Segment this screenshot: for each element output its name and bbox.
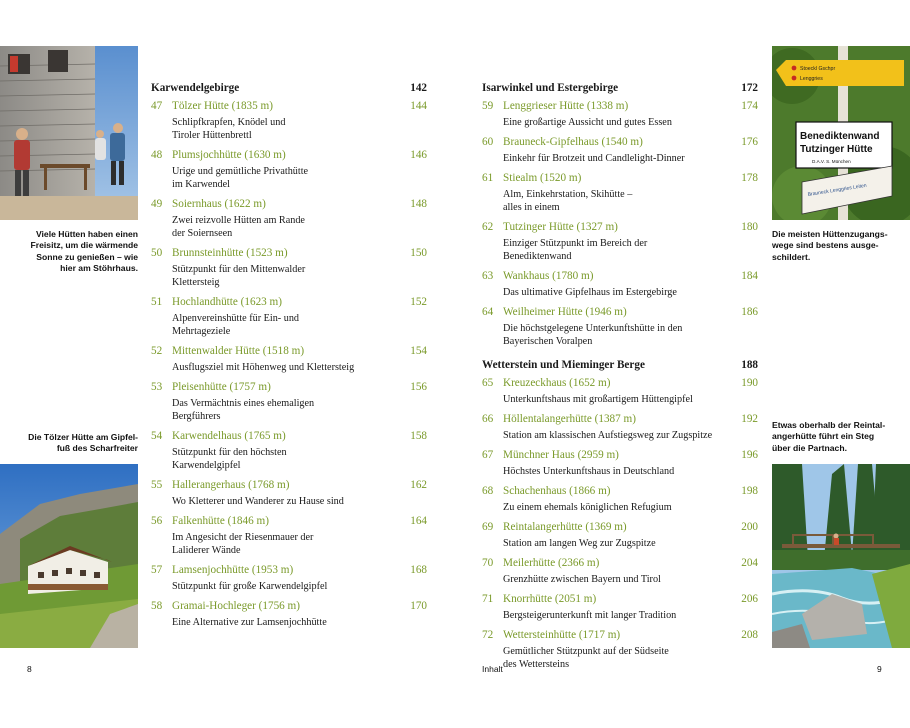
caption-signposts (772, 229, 910, 263)
sign-arrow-2: Lenggries (800, 76, 823, 82)
toc-entry-number: 50 (151, 247, 163, 259)
toc-entry-number: 54 (151, 430, 163, 442)
description-line: Klettersteig (172, 277, 220, 288)
toc-entry-name: Münchner Haus (2959 m) (503, 449, 619, 461)
description-line: Das ultimative Gipfelhaus im Estergebirge (503, 287, 677, 298)
toc-entry-page: 152 (410, 296, 427, 308)
toc-entry-title (482, 270, 758, 286)
toc-entry-description (503, 645, 758, 671)
toc-entry[interactable] (151, 479, 427, 508)
toc-entry-page: 178 (741, 172, 758, 184)
description-line: Eine großartige Aussicht und gutes Essen (503, 117, 672, 128)
toc-entry-name: Knorrhütte (2051 m) (503, 593, 597, 605)
toc-entry-description (503, 609, 758, 622)
toc-entry-title (151, 149, 427, 165)
toc-entry-name: Brauneck-Gipfelhaus (1540 m) (503, 136, 643, 148)
description-line: Gemütlicher Stützpunkt auf der Südseite (503, 646, 669, 657)
description-line: Alpenvereinshütte für Ein- und (172, 313, 300, 324)
description-line: Wo Kletterer und Wanderer zu Hause sind (172, 496, 344, 507)
toc-entry-page: 206 (741, 593, 758, 605)
toc-entry-title (151, 100, 427, 116)
toc-entry[interactable] (482, 413, 758, 442)
toc-entry-name: Kreuzeckhaus (1652 m) (503, 377, 611, 389)
toc-entry-name: Wankhaus (1780 m) (503, 270, 594, 282)
caption-line: Die Tölzer Hütte am Gipfel- (28, 432, 138, 442)
toc-entry-list (482, 377, 758, 671)
description-line: Benediktenwand (503, 251, 572, 262)
toc-entry-description (503, 152, 758, 165)
toc-entry[interactable] (151, 600, 427, 629)
toc-entry-number: 56 (151, 515, 163, 527)
toc-entry-description (172, 312, 427, 338)
toc-entry-name: Mittenwalder Hütte (1518 m) (172, 345, 305, 357)
toc-entry-description (503, 537, 758, 550)
toc-entry-name: Plumsjochhütte (1630 m) (172, 149, 286, 161)
toc-entry-name: Gramai-Hochleger (1756 m) (172, 600, 300, 612)
toc-entry-title (482, 557, 758, 573)
toc-entry-description (503, 322, 758, 348)
caption-line: über die Partnach. (772, 442, 847, 453)
toc-entry-name: Tölzer Hütte (1835 m) (172, 100, 273, 112)
section-title: Isarwinkel und Estergebirge (482, 82, 619, 94)
toc-entry-page: 200 (741, 521, 758, 533)
description-line: Alm, Einkehrstation, Skihütte – (503, 189, 633, 200)
toc-entry-number: 66 (482, 413, 494, 425)
toc-entry-name: Hochlandhütte (1623 m) (172, 296, 282, 308)
toc-entry-description (503, 573, 758, 586)
toc-entry-name: Weilheimer Hütte (1946 m) (503, 306, 627, 318)
toc-entry-number: 59 (482, 100, 494, 112)
toc-entry-title (482, 593, 758, 609)
toc-entry-number: 48 (151, 149, 163, 161)
toc-entry-description (503, 393, 758, 406)
description-line: des Wettersteins (503, 659, 570, 670)
caption-line: hier am Stöhrhaus. (60, 263, 138, 274)
toc-entry[interactable] (482, 629, 758, 671)
toc-entry-page: 184 (741, 270, 758, 282)
description-line: Bayerischen Voralpen (503, 336, 593, 347)
toc-entry[interactable] (151, 296, 427, 338)
description-line: Im Angesicht der Riesenmauer der (172, 532, 314, 543)
toc-entry-number: 65 (482, 377, 494, 389)
toc-entry-description (172, 446, 427, 472)
toc-entry-title (482, 629, 758, 645)
toc-entry-name: Lamsenjochhütte (1953 m) (172, 564, 294, 576)
toc-entry-name: Höllentalangerhütte (1387 m) (503, 413, 636, 425)
section-karwendelgebirge[interactable] (151, 78, 427, 100)
description-line: Zwei reizvolle Hütten am Rande (172, 215, 305, 226)
caption-line: Die meisten Hüttenzugangs- (772, 229, 888, 239)
page-number-right: 9 (877, 664, 882, 674)
toc-entry-list (482, 100, 758, 348)
toc-entry-title (482, 100, 758, 116)
toc-entry-number: 53 (151, 381, 163, 393)
toc-entry-page: 144 (410, 100, 427, 112)
toc-entry-title (482, 449, 758, 465)
partnach-photo-art (772, 464, 910, 648)
toc-entry-description (172, 397, 427, 423)
description-line: Eine Alternative zur Lamsenjochhütte (172, 617, 327, 628)
description-line: Einziger Stützpunkt im Bereich der (503, 238, 648, 249)
toc-entry-page: 146 (410, 149, 427, 161)
toc-entry-page: 174 (741, 100, 758, 112)
toc-entry[interactable] (151, 345, 427, 374)
description-line: Karwendelgipfel (172, 460, 241, 471)
toc-entry-description (172, 165, 427, 191)
description-line: Einkehr für Brotzeit und Candlelight-Dinner (503, 153, 685, 164)
toc-entry-number: 47 (151, 100, 163, 112)
sign-plate-line1: Benediktenwand (800, 131, 880, 142)
toc-entry[interactable] (482, 221, 758, 263)
toc-entry-number: 60 (482, 136, 494, 148)
toc-entry-title (482, 306, 758, 322)
toc-entry-number: 52 (151, 345, 163, 357)
toc-entry-number: 49 (151, 198, 163, 210)
section-page: 188 (741, 359, 758, 371)
toc-entry-name: Falkenhütte (1846 m) (172, 515, 269, 527)
toc-entry-title (151, 564, 427, 580)
toc-left-column (151, 78, 427, 636)
description-line: alles in einem (503, 202, 560, 213)
sign-plate-line2: Tutzinger Hütte (800, 144, 873, 155)
toc-entry-number: 72 (482, 629, 494, 641)
toc-entry-description (503, 237, 758, 263)
description-line: Stützpunkt für den höchsten (172, 447, 287, 458)
toc-entry[interactable] (482, 100, 758, 129)
toc-entry-title (482, 221, 758, 237)
description-line: Bergsteigerunterkunft mit langer Tradition (503, 610, 677, 621)
description-line: Grenzhütte zwischen Bayern und Tirol (503, 574, 661, 585)
toc-entry-description (172, 616, 427, 629)
toc-entry[interactable] (482, 521, 758, 550)
sign-arrow-1: Stoeckl Gschpr (800, 66, 836, 72)
section-isarwinkel-estergebirge[interactable] (482, 78, 758, 100)
toc-entry-name: Pleisenhütte (1757 m) (172, 381, 271, 393)
toc-entry-name: Meilerhütte (2366 m) (503, 557, 600, 569)
toc-entry-name: Reintalangerhütte (1369 m) (503, 521, 627, 533)
toc-entry-page: 190 (741, 377, 758, 389)
caption-partnach (772, 420, 910, 454)
description-line: Unterkunftshaus mit großartigem Hüttengipfel (503, 394, 693, 405)
toc-entry[interactable] (482, 593, 758, 622)
signpost-photo-art (772, 46, 910, 220)
photo-partnach-creek (772, 464, 910, 648)
caption-line: angerhütte führt ein Steg (772, 431, 875, 442)
toc-entry-number: 55 (151, 479, 163, 491)
toc-entry-description (172, 361, 427, 374)
toc-entry-title (151, 198, 427, 214)
toc-entry-description (172, 495, 427, 508)
toc-entry[interactable] (151, 564, 427, 593)
toc-entry-title (151, 296, 427, 312)
toelzer-photo-art (0, 464, 138, 648)
toc-entry-name: Stiealm (1520 m) (503, 172, 582, 184)
toc-entry-title (151, 430, 427, 446)
toc-entry[interactable] (151, 198, 427, 240)
toc-entry-title (482, 377, 758, 393)
toc-entry-description (172, 214, 427, 240)
description-line: Die höchstgelegene Unterkunftshütte in den (503, 323, 683, 334)
description-line: Zu einem ehemals königlichen Refugium (503, 502, 672, 513)
toc-entry-page: 204 (741, 557, 758, 569)
toc-entry-title (151, 247, 427, 263)
toc-entry-name: Tutzinger Hütte (1327 m) (503, 221, 618, 233)
toc-entry[interactable] (482, 172, 758, 214)
toc-entry-page: 196 (741, 449, 758, 461)
toc-entry-name: Brunnsteinhütte (1523 m) (172, 247, 288, 259)
section-title: Karwendelgebirge (151, 82, 240, 94)
description-line: Stützpunkt für große Karwendelgipfel (172, 581, 328, 592)
toc-entry[interactable] (151, 149, 427, 191)
photo-stoehrhaus-terrace (0, 46, 138, 220)
toc-entry-description (503, 286, 758, 299)
toc-entry[interactable] (482, 557, 758, 586)
photo-signposts (772, 46, 910, 220)
toc-entry-description (503, 116, 758, 129)
toc-entry-number: 71 (482, 593, 494, 605)
toc-entry-name: Hallerangerhaus (1768 m) (172, 479, 290, 491)
toc-entry-number: 63 (482, 270, 494, 282)
caption-line: schildert. (772, 251, 811, 262)
toc-entry-page: 158 (410, 430, 427, 442)
toc-entry-title (482, 521, 758, 537)
toc-entry-description (172, 531, 427, 557)
toc-entry-name: Karwendelhaus (1765 m) (172, 430, 286, 442)
toc-entry-page: 154 (410, 345, 427, 357)
description-line: Tiroler Hüttenbrettl (172, 130, 252, 141)
toc-right-column (482, 78, 758, 678)
toc-entry-page: 164 (410, 515, 427, 527)
description-line: der Soiernseen (172, 228, 233, 239)
toc-entry-title (151, 600, 427, 616)
toc-entry-number: 64 (482, 306, 494, 318)
description-line: Urige und gemütliche Privathütte (172, 166, 309, 177)
caption-line: Sonne zu genießen – wie (36, 251, 138, 262)
toc-entry-title (482, 485, 758, 501)
toc-entry-page: 192 (741, 413, 758, 425)
description-line: Stützpunkt für den Mittenwalder (172, 264, 306, 275)
toc-entry-list (151, 100, 427, 629)
caption-line: Freisitz, um die wärmende (30, 240, 138, 251)
toc-entry-page: 170 (410, 600, 427, 612)
toc-entry-title (482, 413, 758, 429)
toc-entry-title (482, 136, 758, 152)
sign-plate-small: D.A.V. S. München (812, 159, 851, 164)
toc-entry[interactable] (151, 100, 427, 142)
toc-entry-name: Schachenhaus (1866 m) (503, 485, 611, 497)
toc-entry-number: 61 (482, 172, 494, 184)
toc-entry-number: 68 (482, 485, 494, 497)
toc-entry[interactable] (482, 377, 758, 406)
toc-entry[interactable] (482, 270, 758, 299)
toc-entry-page: 176 (741, 136, 758, 148)
toc-entry-page: 198 (741, 485, 758, 497)
toc-entry[interactable] (482, 485, 758, 514)
toc-entry-page: 148 (410, 198, 427, 210)
description-line: im Karwendel (172, 179, 230, 190)
toc-entry[interactable] (151, 515, 427, 557)
caption-line: Viele Hütten haben einen (35, 229, 138, 239)
description-line: Mehrtageziele (172, 326, 231, 337)
toc-entry-name: Soiernhaus (1622 m) (172, 198, 266, 210)
toc-entry-description (172, 116, 427, 142)
description-line: Höchstes Unterkunftshaus in Deutschland (503, 466, 675, 477)
toc-entry-title (151, 345, 427, 361)
toc-entry-number: 69 (482, 521, 494, 533)
toc-entry[interactable] (482, 136, 758, 165)
toc-entry-title (482, 172, 758, 188)
description-line: Station am klassischen Aufstiegsweg zur Zugspitze (503, 430, 713, 441)
toc-entry-page: 208 (741, 629, 758, 641)
toc-entry-name: Lenggrieser Hütte (1338 m) (503, 100, 629, 112)
section-page: 172 (741, 82, 758, 94)
photo-toelzer-huette (0, 464, 138, 648)
toc-entry-description (503, 188, 758, 214)
section-title: Wetterstein und Mieminger Berge (482, 359, 645, 371)
toc-entry-number: 57 (151, 564, 163, 576)
toc-entry-page: 180 (741, 221, 758, 233)
toc-entry-number: 51 (151, 296, 163, 308)
toc-entry[interactable] (482, 306, 758, 348)
toc-entry-description (172, 263, 427, 289)
description-line: Bergführers (172, 411, 221, 422)
running-footer: Inhalt (482, 664, 503, 674)
description-line: Das Vermächtnis eines ehemaligen (172, 398, 315, 409)
toc-entry-page: 168 (410, 564, 427, 576)
page-number-left: 8 (27, 664, 32, 674)
toc-entry-page: 156 (410, 381, 427, 393)
description-line: Laliderer Wände (172, 545, 241, 556)
toc-entry-page: 162 (410, 479, 427, 491)
toc-entry-number: 67 (482, 449, 494, 461)
caption-line: wege sind bestens ausge- (772, 240, 879, 251)
toc-entry[interactable] (151, 430, 427, 472)
description-line: Ausflugsziel mit Höhenweg und Klettersteig (172, 362, 355, 373)
toc-entry[interactable] (151, 381, 427, 423)
toc-entry-number: 62 (482, 221, 494, 233)
sign-lower-plate: Brauneck Lenggries Leiten (807, 182, 868, 198)
description-line: Station am langen Weg zur Zugspitze (503, 538, 656, 549)
caption-line: Etwas oberhalb der Reintal- (772, 420, 886, 430)
section-page: 142 (410, 82, 427, 94)
toc-entry-title (151, 515, 427, 531)
toc-entry-description (503, 501, 758, 514)
toc-entry-number: 58 (151, 600, 163, 612)
toc-entry[interactable] (151, 247, 427, 289)
toc-entry-title (151, 381, 427, 397)
toc-entry-number: 70 (482, 557, 494, 569)
caption-stoehrhaus (0, 229, 138, 275)
toc-entry-title (151, 479, 427, 495)
toc-entry-description (503, 465, 758, 478)
caption-line: fuß des Scharfreiter (56, 443, 138, 454)
caption-toelzer-huette (0, 432, 138, 455)
toc-entry-description (172, 580, 427, 593)
terrace-photo-art (0, 46, 138, 220)
toc-entry-name: Wettersteinhütte (1717 m) (503, 629, 621, 641)
toc-entry-page: 150 (410, 247, 427, 259)
section-wetterstein-mieminger[interactable] (482, 355, 758, 377)
toc-entry[interactable] (482, 449, 758, 478)
toc-entry-page: 186 (741, 306, 758, 318)
description-line: Schlipfkrapfen, Knödel und (172, 117, 286, 128)
toc-entry-description (503, 429, 758, 442)
